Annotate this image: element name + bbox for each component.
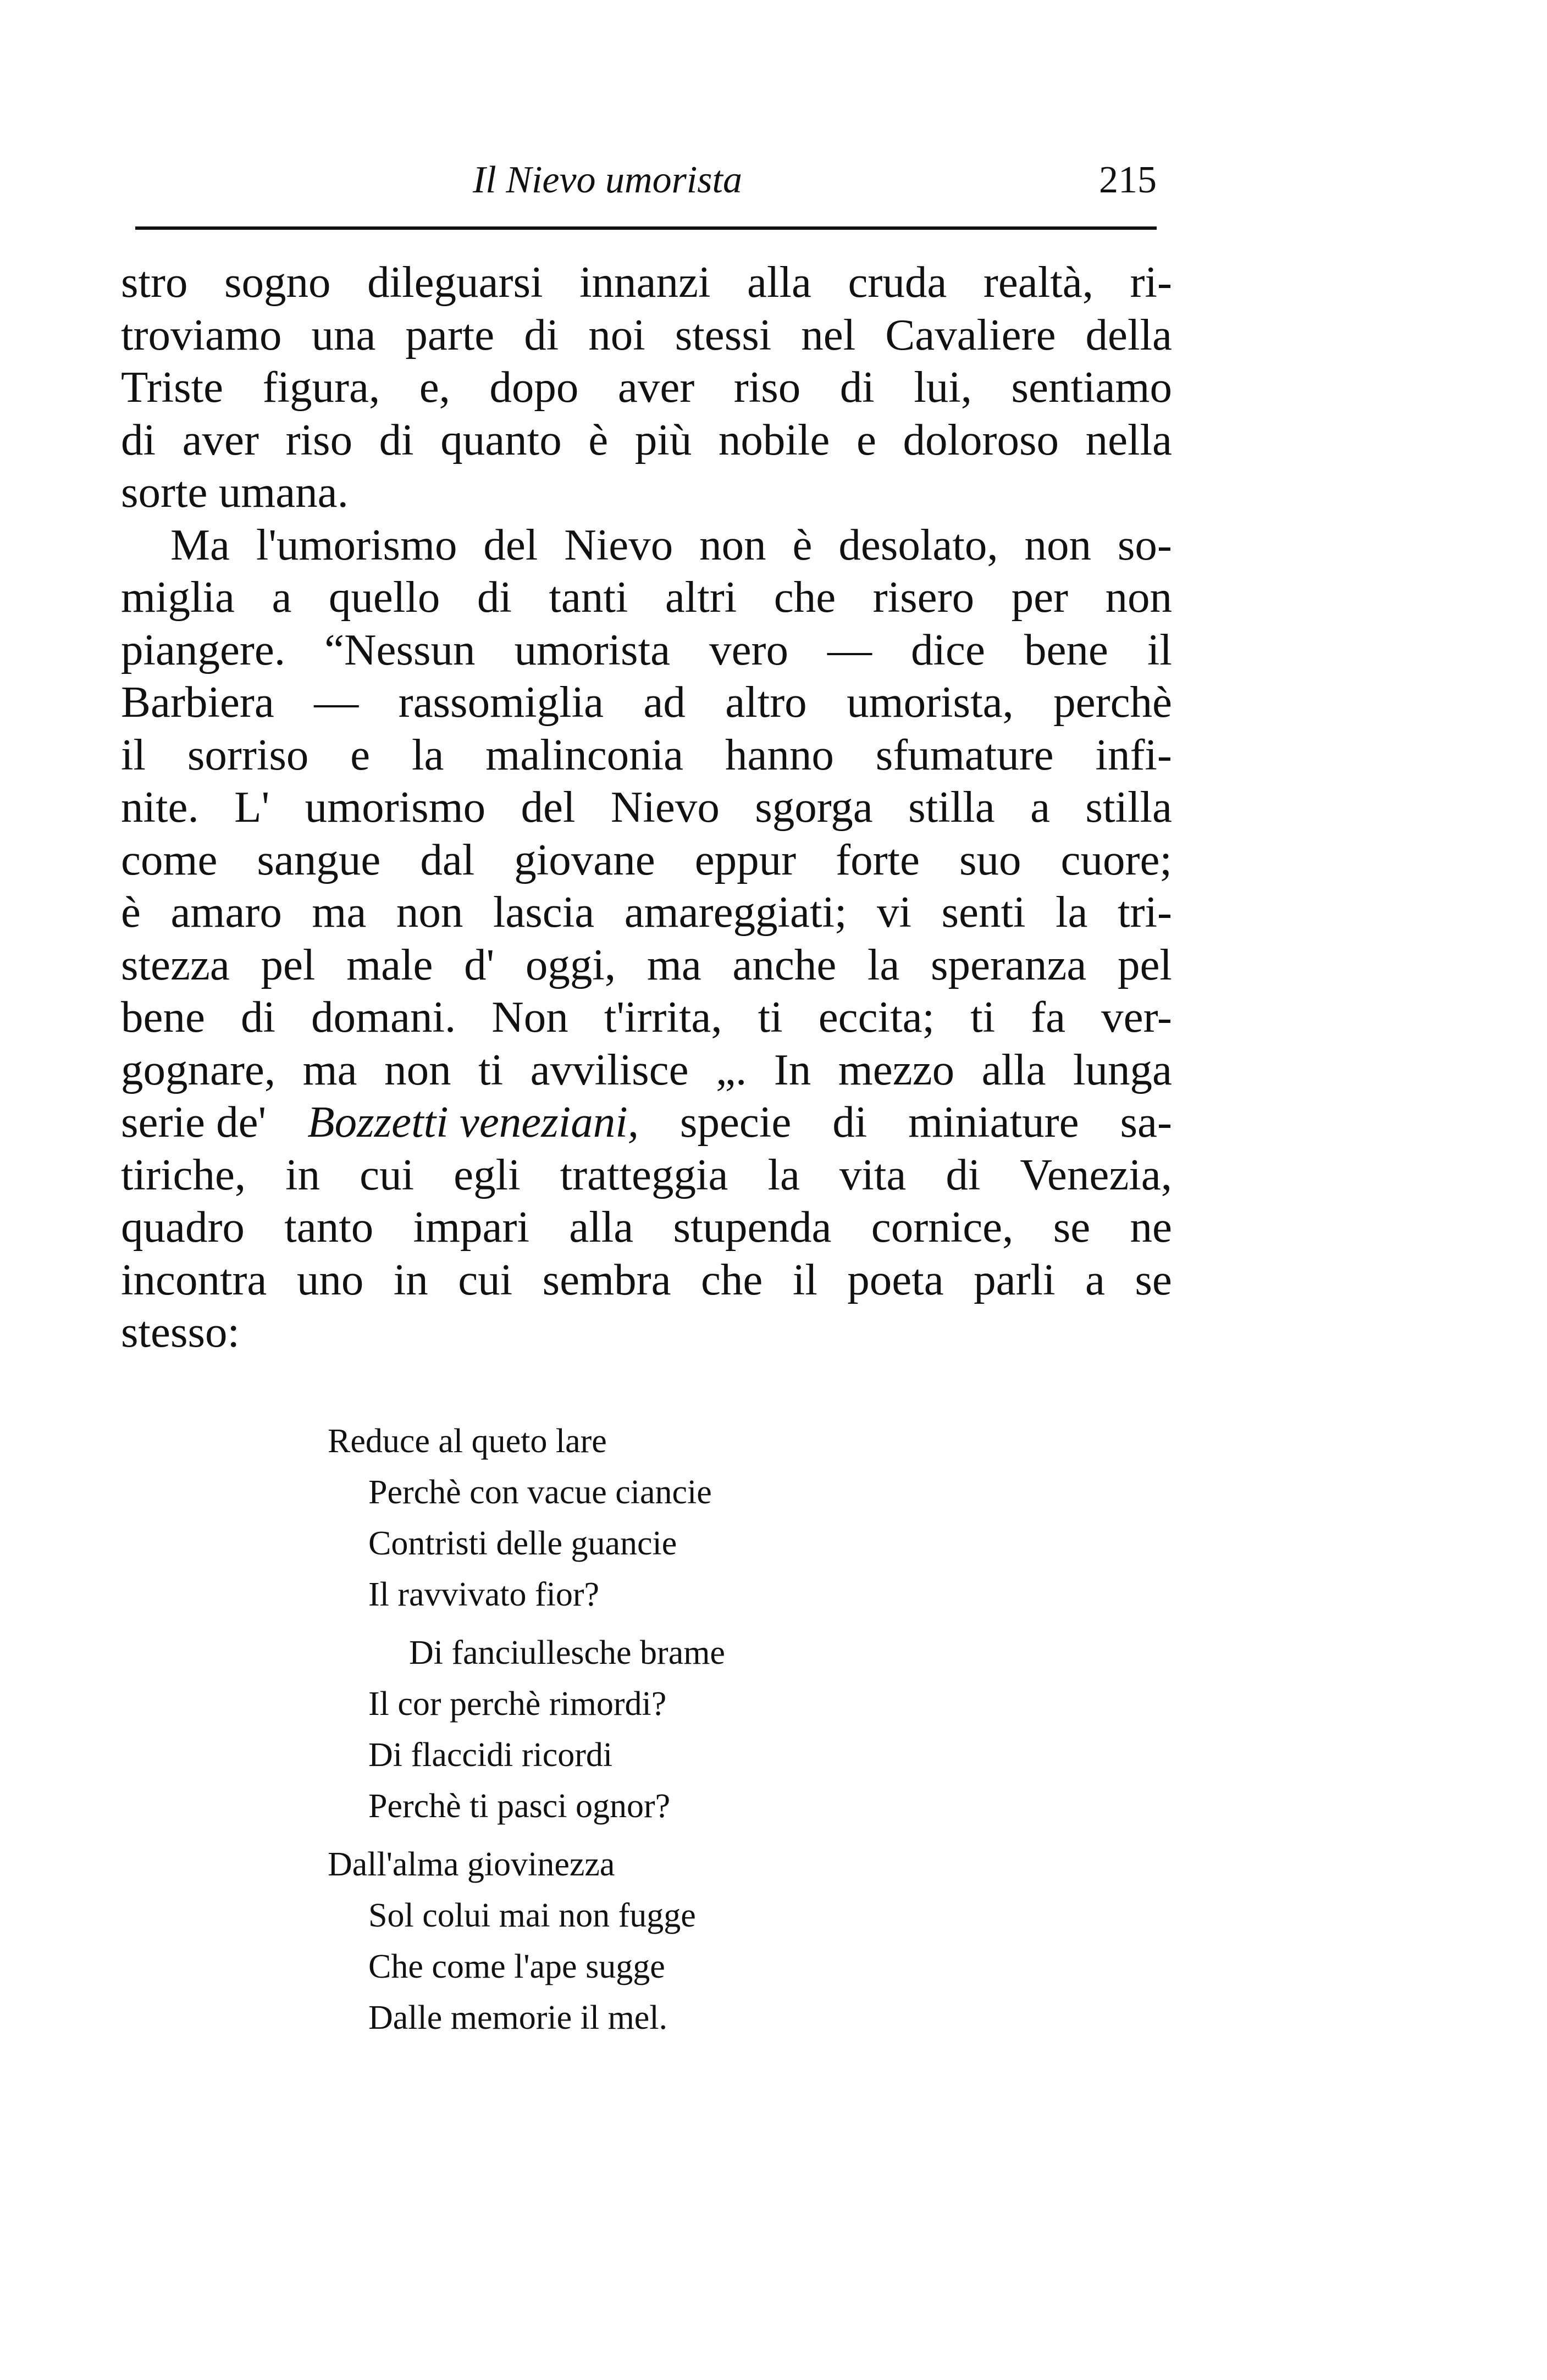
word: „. [716, 1044, 747, 1094]
word: che [774, 572, 836, 622]
word: lui, [914, 362, 973, 412]
word: mezzo [838, 1044, 955, 1094]
paragraph-1 [121, 256, 1172, 519]
word: nite. [121, 782, 199, 832]
word: di [839, 362, 875, 412]
word: parli [974, 1254, 1056, 1304]
text-line [121, 414, 1172, 467]
word: Non [491, 992, 568, 1042]
word: stilla [908, 782, 995, 832]
word: stupenda [673, 1202, 832, 1252]
word: ma [302, 1044, 357, 1094]
word: serie de' [121, 1097, 267, 1147]
word: umorista, [847, 677, 1014, 727]
word: di [832, 1097, 868, 1147]
poem-stanza [328, 1416, 1042, 1620]
word: malinconia [485, 729, 684, 779]
word: quadro [121, 1202, 245, 1252]
word: e, [419, 362, 450, 412]
word: bene [121, 992, 205, 1042]
text-line [121, 571, 1172, 624]
word: a [1085, 1254, 1105, 1304]
word: Barbiera [121, 677, 274, 727]
word: sentiamo [1011, 362, 1172, 412]
word: in [285, 1149, 321, 1199]
word: non [1024, 519, 1091, 569]
word: a [272, 572, 292, 622]
word: ad [643, 677, 686, 727]
word: doloroso [903, 414, 1059, 464]
word: domani. [311, 992, 456, 1042]
word: di [524, 309, 559, 359]
word: non [384, 1044, 451, 1094]
word: perchè [1053, 677, 1172, 727]
word: aver [182, 414, 259, 464]
poem-line: Contristi delle guancie [368, 1525, 677, 1562]
word: rassomiglia [398, 677, 604, 727]
poem-line: Sol colui mai non fugge [368, 1897, 696, 1934]
word: uno [296, 1254, 364, 1304]
word: bene [1024, 624, 1108, 674]
word: cui [458, 1254, 513, 1304]
word: non [1105, 572, 1172, 622]
word: lascia [493, 887, 595, 937]
text-line [121, 1149, 1172, 1202]
text-line [121, 1201, 1172, 1254]
word: Venezia, [1020, 1149, 1172, 1199]
word: — [314, 677, 359, 727]
word: ti [758, 992, 783, 1042]
word: nella [1085, 414, 1172, 464]
word: del [521, 782, 576, 832]
book-title-italic: Bozzetti veneziani, [307, 1097, 639, 1147]
word: stro [121, 257, 188, 307]
word: fa [1031, 992, 1066, 1042]
word: Ma [170, 519, 230, 569]
word: il [1147, 624, 1172, 674]
word: alla [981, 1044, 1046, 1094]
word: oggi, [525, 939, 616, 989]
word: è [792, 519, 813, 569]
text-line [121, 729, 1172, 782]
word: la [767, 1149, 800, 1199]
poem-line: Di fanciullesche brame [409, 1634, 725, 1671]
text-line [121, 466, 1172, 519]
word: gognare, [121, 1044, 276, 1094]
word: dal [420, 834, 475, 884]
word: troviamo [121, 309, 282, 359]
word: cuore; [1060, 834, 1172, 884]
word: riso [285, 414, 353, 464]
word: tanto [284, 1202, 374, 1252]
word: figura, [262, 362, 380, 412]
poem-line: Dall'alma giovinezza [328, 1846, 615, 1883]
word: risero [872, 572, 975, 622]
word: “Nessun [324, 624, 476, 674]
word: altri [665, 572, 737, 622]
poem-line: Perchè con vacue ciancie [368, 1474, 712, 1511]
word: anche [732, 939, 837, 989]
word: tri- [1117, 887, 1172, 937]
word: L' [234, 782, 270, 832]
text-line [121, 781, 1172, 834]
word: che [700, 1254, 763, 1304]
word: non [396, 887, 463, 937]
word: la [1056, 887, 1088, 937]
text-line [121, 676, 1172, 729]
word: è [121, 887, 141, 937]
poem-line: Il cor perchè rimordi? [368, 1685, 667, 1723]
word: alla [747, 257, 811, 307]
word: se [1053, 1202, 1091, 1252]
word: e [350, 729, 371, 779]
word: infi- [1095, 729, 1172, 779]
poem-line: Perchè ti pasci ognor? [368, 1787, 671, 1825]
word: Nievo [564, 519, 673, 569]
word: cornice, [871, 1202, 1014, 1252]
word: amaro [170, 887, 282, 937]
word: sorte umana. [121, 467, 349, 517]
word: forte [836, 834, 920, 884]
word: di [946, 1149, 981, 1199]
word: male [346, 939, 433, 989]
word: umorista [514, 624, 671, 674]
word: quanto [440, 414, 562, 464]
word: speranza [931, 939, 1087, 989]
word: so- [1117, 519, 1172, 569]
word: del [483, 519, 538, 569]
word: una [311, 309, 376, 359]
poem [328, 1416, 1042, 2051]
text-line [121, 991, 1172, 1044]
poem-line: Il ravvivato fior? [368, 1576, 600, 1613]
word: sfumature [875, 729, 1054, 779]
word: egli [454, 1149, 521, 1199]
running-head [121, 153, 1157, 208]
poem-stanza [328, 1839, 1042, 2044]
word: ma [312, 887, 367, 937]
word: alla [569, 1202, 634, 1252]
text-line [121, 834, 1172, 887]
word: a [1030, 782, 1051, 832]
word: miniature [908, 1097, 1079, 1147]
text-line [121, 1096, 1172, 1149]
word: più [634, 414, 692, 464]
word: tanti [549, 572, 628, 622]
word: sangue [257, 834, 381, 884]
text-line [121, 309, 1172, 362]
word: avvilisce [530, 1044, 689, 1094]
word: per [1011, 572, 1068, 622]
word: stezza [121, 939, 230, 989]
word: eccita; [818, 992, 935, 1042]
word: piangere. [121, 624, 286, 674]
word: sa- [1120, 1097, 1172, 1147]
word: riso [733, 362, 801, 412]
word: desolato, [838, 519, 998, 569]
paragraph-2 [121, 519, 1172, 1359]
word: la [867, 939, 900, 989]
poem-line: Di flaccidi ricordi [368, 1736, 613, 1774]
word: vi [877, 887, 912, 937]
word: impari [413, 1202, 529, 1252]
word: d' [464, 939, 495, 989]
word: senti [941, 887, 1026, 937]
text-line [121, 256, 1172, 309]
word: stessi [675, 309, 772, 359]
word: l'umorismo [256, 519, 457, 569]
header-rule [135, 226, 1157, 230]
word: giovane [514, 834, 655, 884]
word: umorismo [305, 782, 486, 832]
word: suo [959, 834, 1021, 884]
word: noi [588, 309, 645, 359]
text-line [121, 1306, 1172, 1359]
word: — [827, 624, 872, 674]
word: sgorga [755, 782, 873, 832]
word: incontra [121, 1254, 267, 1304]
word: di [379, 414, 414, 464]
word: pel [261, 939, 316, 989]
word: vero [709, 624, 788, 674]
word: è [588, 414, 609, 464]
word: ne [1130, 1202, 1172, 1252]
word: specie [679, 1097, 792, 1147]
word: sogno [224, 257, 331, 307]
running-title: Il Nievo umorista [473, 159, 742, 201]
text-line [121, 886, 1172, 939]
word: dice [911, 624, 985, 674]
body-text [121, 256, 1172, 1359]
word: parte [405, 309, 495, 359]
word: Nievo [610, 782, 720, 832]
word: stilla [1085, 782, 1172, 832]
word: tiriche, [121, 1149, 246, 1199]
word: Triste [121, 362, 224, 412]
word: se [1135, 1254, 1172, 1304]
word: in [393, 1254, 428, 1304]
word: tratteggia [560, 1149, 728, 1199]
poem-stanza [328, 1628, 1042, 1832]
word: il [121, 729, 146, 779]
word: ver- [1101, 992, 1172, 1042]
word: pel [1117, 939, 1172, 989]
word: In [774, 1044, 811, 1094]
text-line [121, 1044, 1172, 1097]
word: di [240, 992, 275, 1042]
poem-line: Reduce al queto lare [328, 1423, 607, 1460]
word: ti [970, 992, 996, 1042]
word: stesso: [121, 1307, 240, 1357]
word: innanzi [579, 257, 711, 307]
text-line [121, 361, 1172, 414]
word: ri- [1130, 257, 1172, 307]
word: dopo [489, 362, 579, 412]
word: miglia [121, 572, 235, 622]
word: lunga [1073, 1044, 1172, 1094]
word: cruda [848, 257, 947, 307]
text-line [121, 1254, 1172, 1307]
word: nel [801, 309, 856, 359]
word: sorriso [187, 729, 309, 779]
word: altro [725, 677, 807, 727]
poem-line: Dalle memorie il mel. [368, 1999, 668, 2036]
word: aver [617, 362, 695, 412]
text-line [121, 624, 1172, 677]
word: t'irrita, [604, 992, 722, 1042]
word: cui [360, 1149, 415, 1199]
word: quello [328, 572, 440, 622]
word: la [411, 729, 444, 779]
text-line [121, 519, 1172, 572]
poem-line: Che come l'ape sugge [368, 1948, 665, 1985]
word: nobile [718, 414, 830, 464]
word: ma [647, 939, 701, 989]
word: dileguarsi [367, 257, 543, 307]
word: di [477, 572, 512, 622]
word: ti [478, 1044, 504, 1094]
word: sembra [542, 1254, 671, 1304]
word: il [792, 1254, 817, 1304]
word: e [856, 414, 876, 464]
word: della [1085, 309, 1172, 359]
word: come [121, 834, 218, 884]
word: di [121, 414, 156, 464]
word: vita [839, 1149, 907, 1199]
text-line [121, 939, 1172, 992]
word: realtà, [983, 257, 1093, 307]
word: Cavaliere [885, 309, 1056, 359]
word: eppur [694, 834, 797, 884]
word: hanno [725, 729, 834, 779]
word: poeta [847, 1254, 944, 1304]
page-number: 215 [1099, 159, 1157, 201]
word: amareggiati; [624, 887, 847, 937]
word: non [699, 519, 766, 569]
